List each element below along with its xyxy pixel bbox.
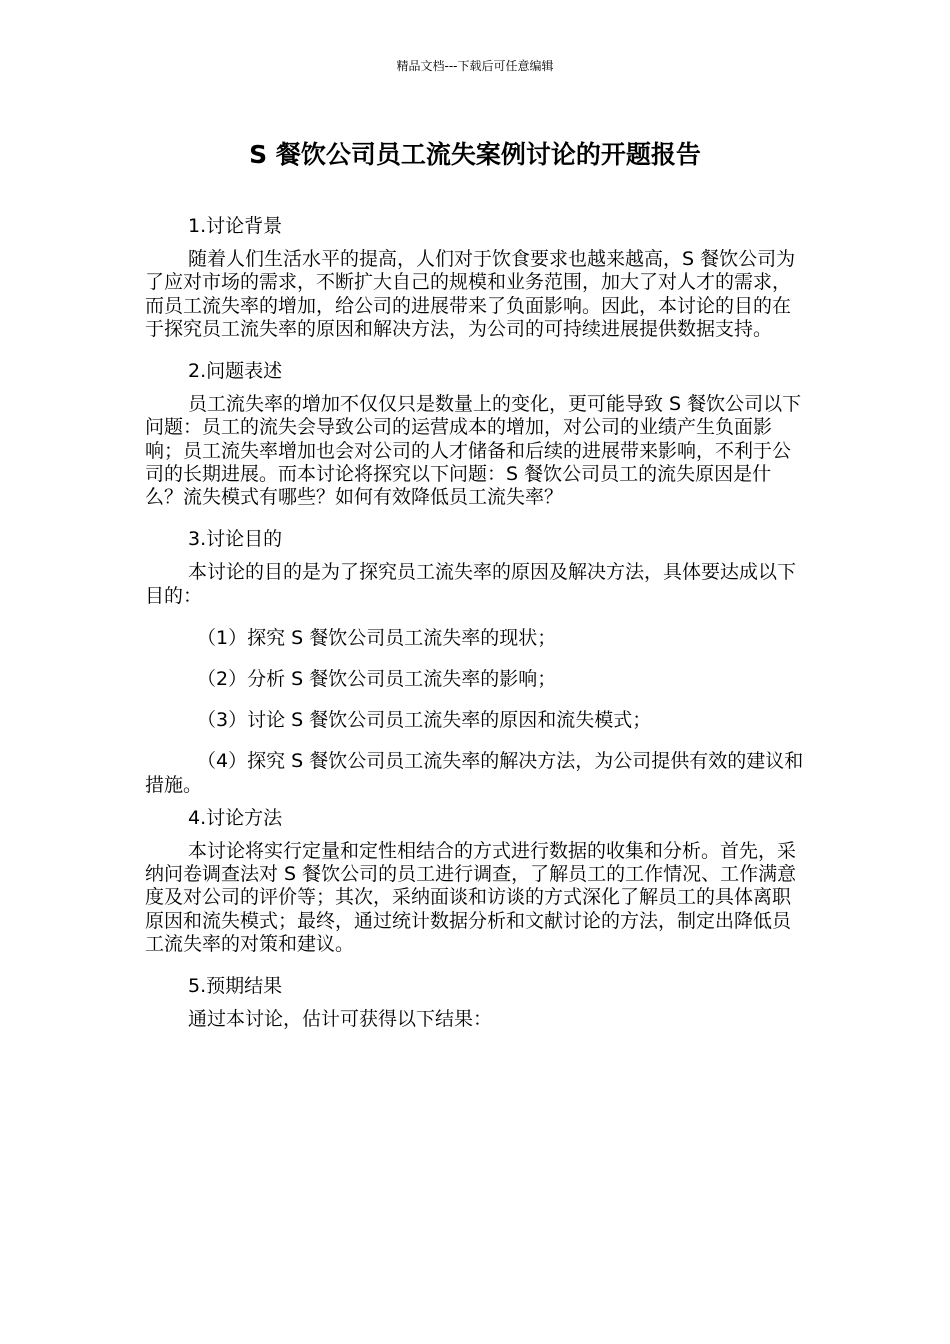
section-heading-purpose: 3.讨论目的 — [188, 528, 283, 551]
purpose-list-item-1: （1）探究 S 餐饮公司员工流失率的现状； — [197, 626, 557, 649]
document-title: S 餐饮公司员工流失案例讨论的开题报告 — [249, 140, 701, 169]
section-heading-method: 4.讨论方法 — [188, 806, 283, 829]
purpose-list-item-4: （4）探究 S 餐饮公司员工流失率的解决方法，为公司提供有效的建议和措施。 — [145, 750, 804, 796]
purpose-paragraph: 本讨论的目的是为了探究员工流失率的原因及解决方法，具体要达成以下目的： — [145, 561, 797, 607]
section-heading-expected-results: 5.预期结果 — [188, 975, 283, 998]
section-heading-problem: 2.问题表述 — [188, 360, 283, 383]
problem-paragraph: 员工流失率的增加不仅仅只是数量上的变化，更可能导致 S 餐饮公司以下问题：员工的流失会导致公司的运营成本的增加，对公司的业绩产生负面影响；员工流失率增加也会对公司的人才储备和后续的进展带来影响，不利于公司的长期进展。而本讨论将探究以下问题：S 餐饮公司员工的流失原因是什么？流失模式有哪些？如何有效降低员工流失率？ — [145, 393, 802, 509]
background-paragraph: 随着人们生活水平的提高，人们对于饮食要求也越来越高，S 餐饮公司为了应对市场的需求，不断扩大自己的规模和业务范围，加大了对人才的需求，而员工流失率的增加，给公司的进展带来了负面影响。因此，本讨论的目的在于探究员工流失率的原因和解决方法，为公司的可持续进展提供数据支持。 — [145, 248, 796, 340]
expected-results-paragraph: 通过本讨论，估计可获得以下结果： — [188, 1008, 493, 1031]
purpose-list-item-2: （2）分析 S 餐饮公司员工流失率的影响； — [197, 668, 557, 691]
purpose-list-item-3: （3）讨论 S 餐饮公司员工流失率的原因和流失模式； — [197, 709, 652, 732]
method-paragraph: 本讨论将实行定量和定性相结合的方式进行数据的收集和分析。首先，采纳问卷调查法对 S 餐饮公司的员工进行调查，了解员工的工作情况、工作满意度及对公司的评价等；其次，采纳面谈和访谈的方式深化了解员工的具体离职原因和流失模式；最终，通过统计数据分析和文献讨论的方法，制定出降低员工流失率的对策和建议。 — [145, 840, 797, 955]
header-note: 精品文档---下载后可任意编辑 — [396, 59, 554, 73]
section-heading-background: 1.讨论背景 — [188, 215, 283, 237]
document-body — [145, 215, 807, 1031]
